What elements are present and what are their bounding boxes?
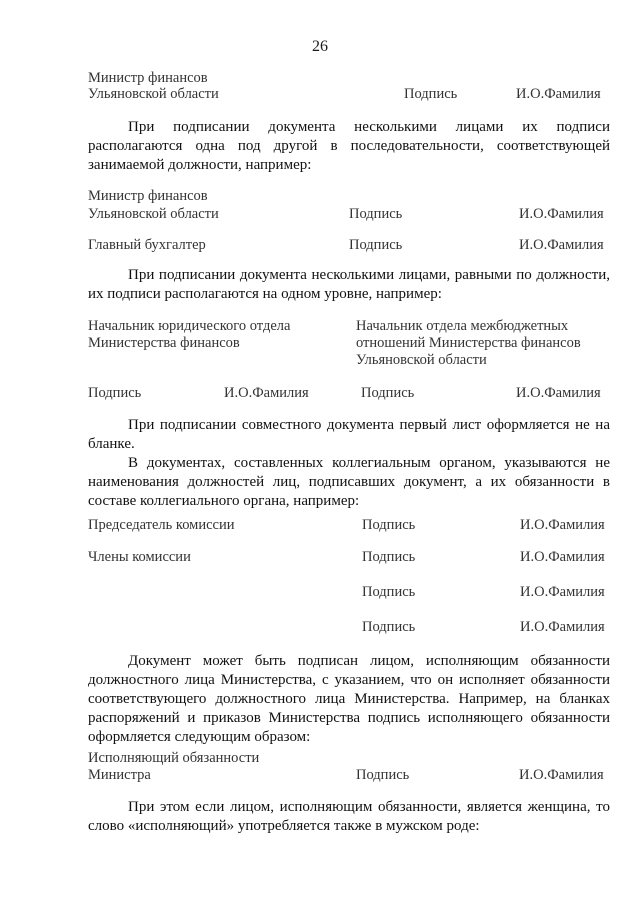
sig5-member1-name: И.О.Фамилия	[520, 549, 605, 565]
paragraph-4: В документах, составленных коллегиальным органом, указываются не наименования должностей лиц, подписавших документ, а их обязанности в составе коллегиального органа, например:	[88, 455, 610, 509]
sig1-signature: Подпись	[404, 86, 458, 102]
page-number: 26	[312, 38, 328, 55]
sig4-left-line1: Начальник юридического отдела	[88, 318, 291, 334]
sig2-name: И.О.Фамилия	[519, 206, 604, 222]
paragraph-3: При подписании совместного документа первый лист оформляется не на бланке.	[88, 417, 610, 452]
paragraph-6: При этом если лицом, исполняющим обязанности, является женщина, то слово «исполняющий» употребляется также в мужском роде:	[88, 799, 610, 834]
sig3-title: Главный бухгалтер	[88, 237, 206, 253]
sig3-name: И.О.Фамилия	[519, 237, 604, 253]
sig4-right-signature: Подпись	[361, 385, 415, 401]
sig2-signature: Подпись	[349, 206, 403, 222]
paragraph-1: При подписании документа несколькими лицами их подписи располагаются одна под другой в последовательности, соответствующей занимаемой должности, например:	[88, 119, 610, 173]
sig5-member3-name: И.О.Фамилия	[520, 619, 605, 635]
paragraph-2: При подписании документа несколькими лицами, равными по должности, их подписи располагаются на одном уровне, например:	[88, 267, 610, 302]
sig3-signature: Подпись	[349, 237, 403, 253]
sig5-members: Члены комиссии	[88, 549, 191, 565]
sig4-right-line1: Начальник отдела межбюджетных	[356, 318, 569, 334]
sig1-title-line2: Ульяновской области	[88, 86, 219, 102]
sig5-member1-signature: Подпись	[362, 549, 416, 565]
paragraph-5: Документ может быть подписан лицом, исполняющим обязанности должностного лица Министерства, с указанием, что он исполняет обязанности соответствующего должностного лица Министерства. Например, на бланках распоряжений и приказов Министерства подпись исполняющего обязанности оформляется следующим образом:	[88, 653, 610, 745]
sig5-chair-signature: Подпись	[362, 517, 416, 533]
sig5-chair-name: И.О.Фамилия	[520, 517, 605, 533]
sig4-right-name: И.О.Фамилия	[516, 385, 601, 401]
sig6-signature: Подпись	[356, 767, 410, 783]
sig1-title-line1: Министр финансов	[88, 70, 208, 86]
sig4-left-signature: Подпись	[88, 385, 142, 401]
sig2-title-line1: Министр финансов	[88, 188, 208, 204]
sig6-name: И.О.Фамилия	[519, 767, 604, 783]
sig4-left-name: И.О.Фамилия	[224, 385, 309, 401]
sig4-right-line2: отношений Министерства финансов	[356, 335, 581, 351]
sig4-right-line3: Ульяновской области	[356, 352, 487, 368]
sig6-title-line1: Исполняющий обязанности	[88, 750, 260, 766]
sig4-left-line2: Министерства финансов	[88, 335, 240, 351]
sig5-chair: Председатель комиссии	[88, 517, 235, 533]
sig2-title-line2: Ульяновской области	[88, 206, 219, 222]
sig5-member2-name: И.О.Фамилия	[520, 584, 605, 600]
sig1-name: И.О.Фамилия	[516, 86, 601, 102]
sig5-member2-signature: Подпись	[362, 584, 416, 600]
sig5-member3-signature: Подпись	[362, 619, 416, 635]
sig6-title-line2: Министра	[88, 767, 151, 783]
